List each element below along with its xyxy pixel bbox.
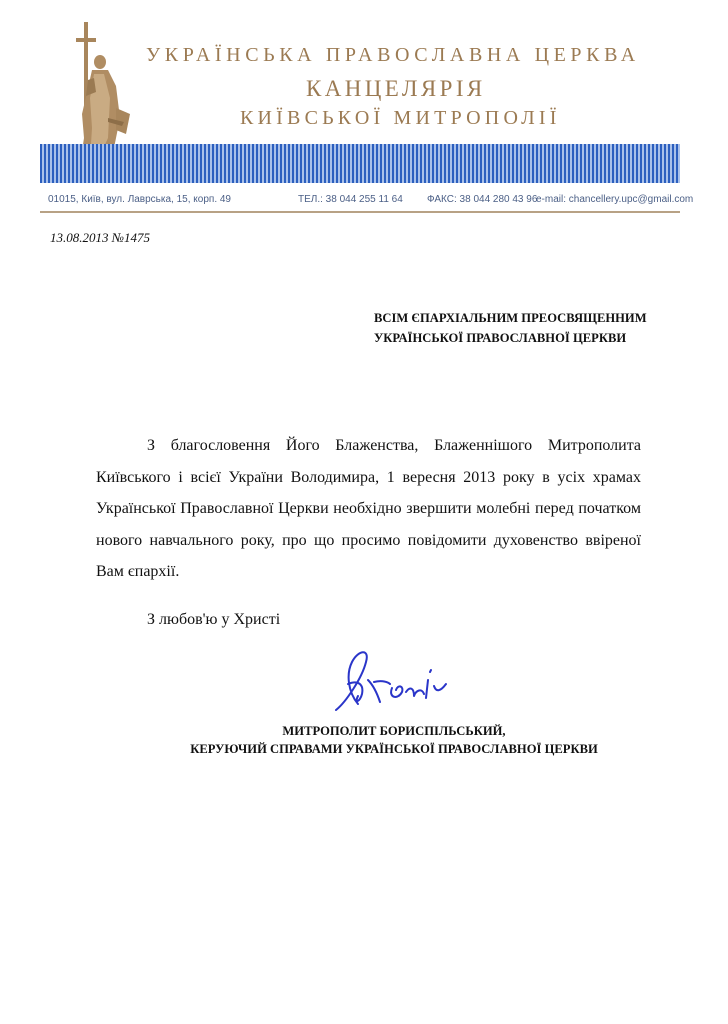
signatory-title	[164, 722, 624, 758]
signatory-line: МИТРОПОЛИТ БОРИСПІЛЬСЬКИЙ,	[282, 724, 506, 738]
letterhead-contact-bar	[40, 183, 694, 213]
letterhead-office: КАНЦЕЛЯРІЯ	[306, 76, 486, 101]
letterhead-org-name: УКРАЇНСЬКА ПРАВОСЛАВНА ЦЕРКВА	[146, 44, 640, 66]
letter-body: З благословення Його Блаженства, Блаженнішого Митрополита Київського і всієї України Володимира, 1 вересня 2013 року в усіх храмах Української Православної Церкви необхідно звершити молебні перед початком нового навчального року, про що просимо повідомити духовенство ввіреної Вам єпархії.	[96, 437, 641, 580]
addressee	[374, 308, 694, 348]
handwritten-signature-icon	[318, 640, 468, 720]
contact-email: e-mail: chancellery.upc@gmail.com	[536, 194, 694, 205]
closing-phrase: З любов'ю у Христі	[147, 611, 281, 628]
addressee-line: ВСІМ ЄПАРХІАЛЬНИМ ПРЕОСВЯЩЕННИМ	[374, 311, 647, 325]
letterhead-stripe-band	[40, 144, 680, 183]
addressee-line: УКРАЇНСЬКОЇ ПРАВОСЛАВНОЇ ЦЕРКВИ	[374, 331, 627, 345]
document-reference: 13.08.2013 №1475	[50, 230, 151, 245]
contact-phone: ТЕЛ.: 38 044 255 11 64	[298, 194, 403, 205]
contact-fax: ФАКС: 38 044 280 43 96	[427, 194, 538, 205]
signatory-line: КЕРУЮЧИЙ СПРАВАМИ УКРАЇНСЬКОЇ ПРАВОСЛАВНОЇ ЦЕРКВИ	[190, 742, 598, 756]
contact-address: 01015, Київ, вул. Лаврська, 15, корп. 49	[48, 194, 231, 205]
letterhead-metropolis: КИЇВСЬКОЇ МИТРОПОЛІЇ	[240, 107, 561, 129]
